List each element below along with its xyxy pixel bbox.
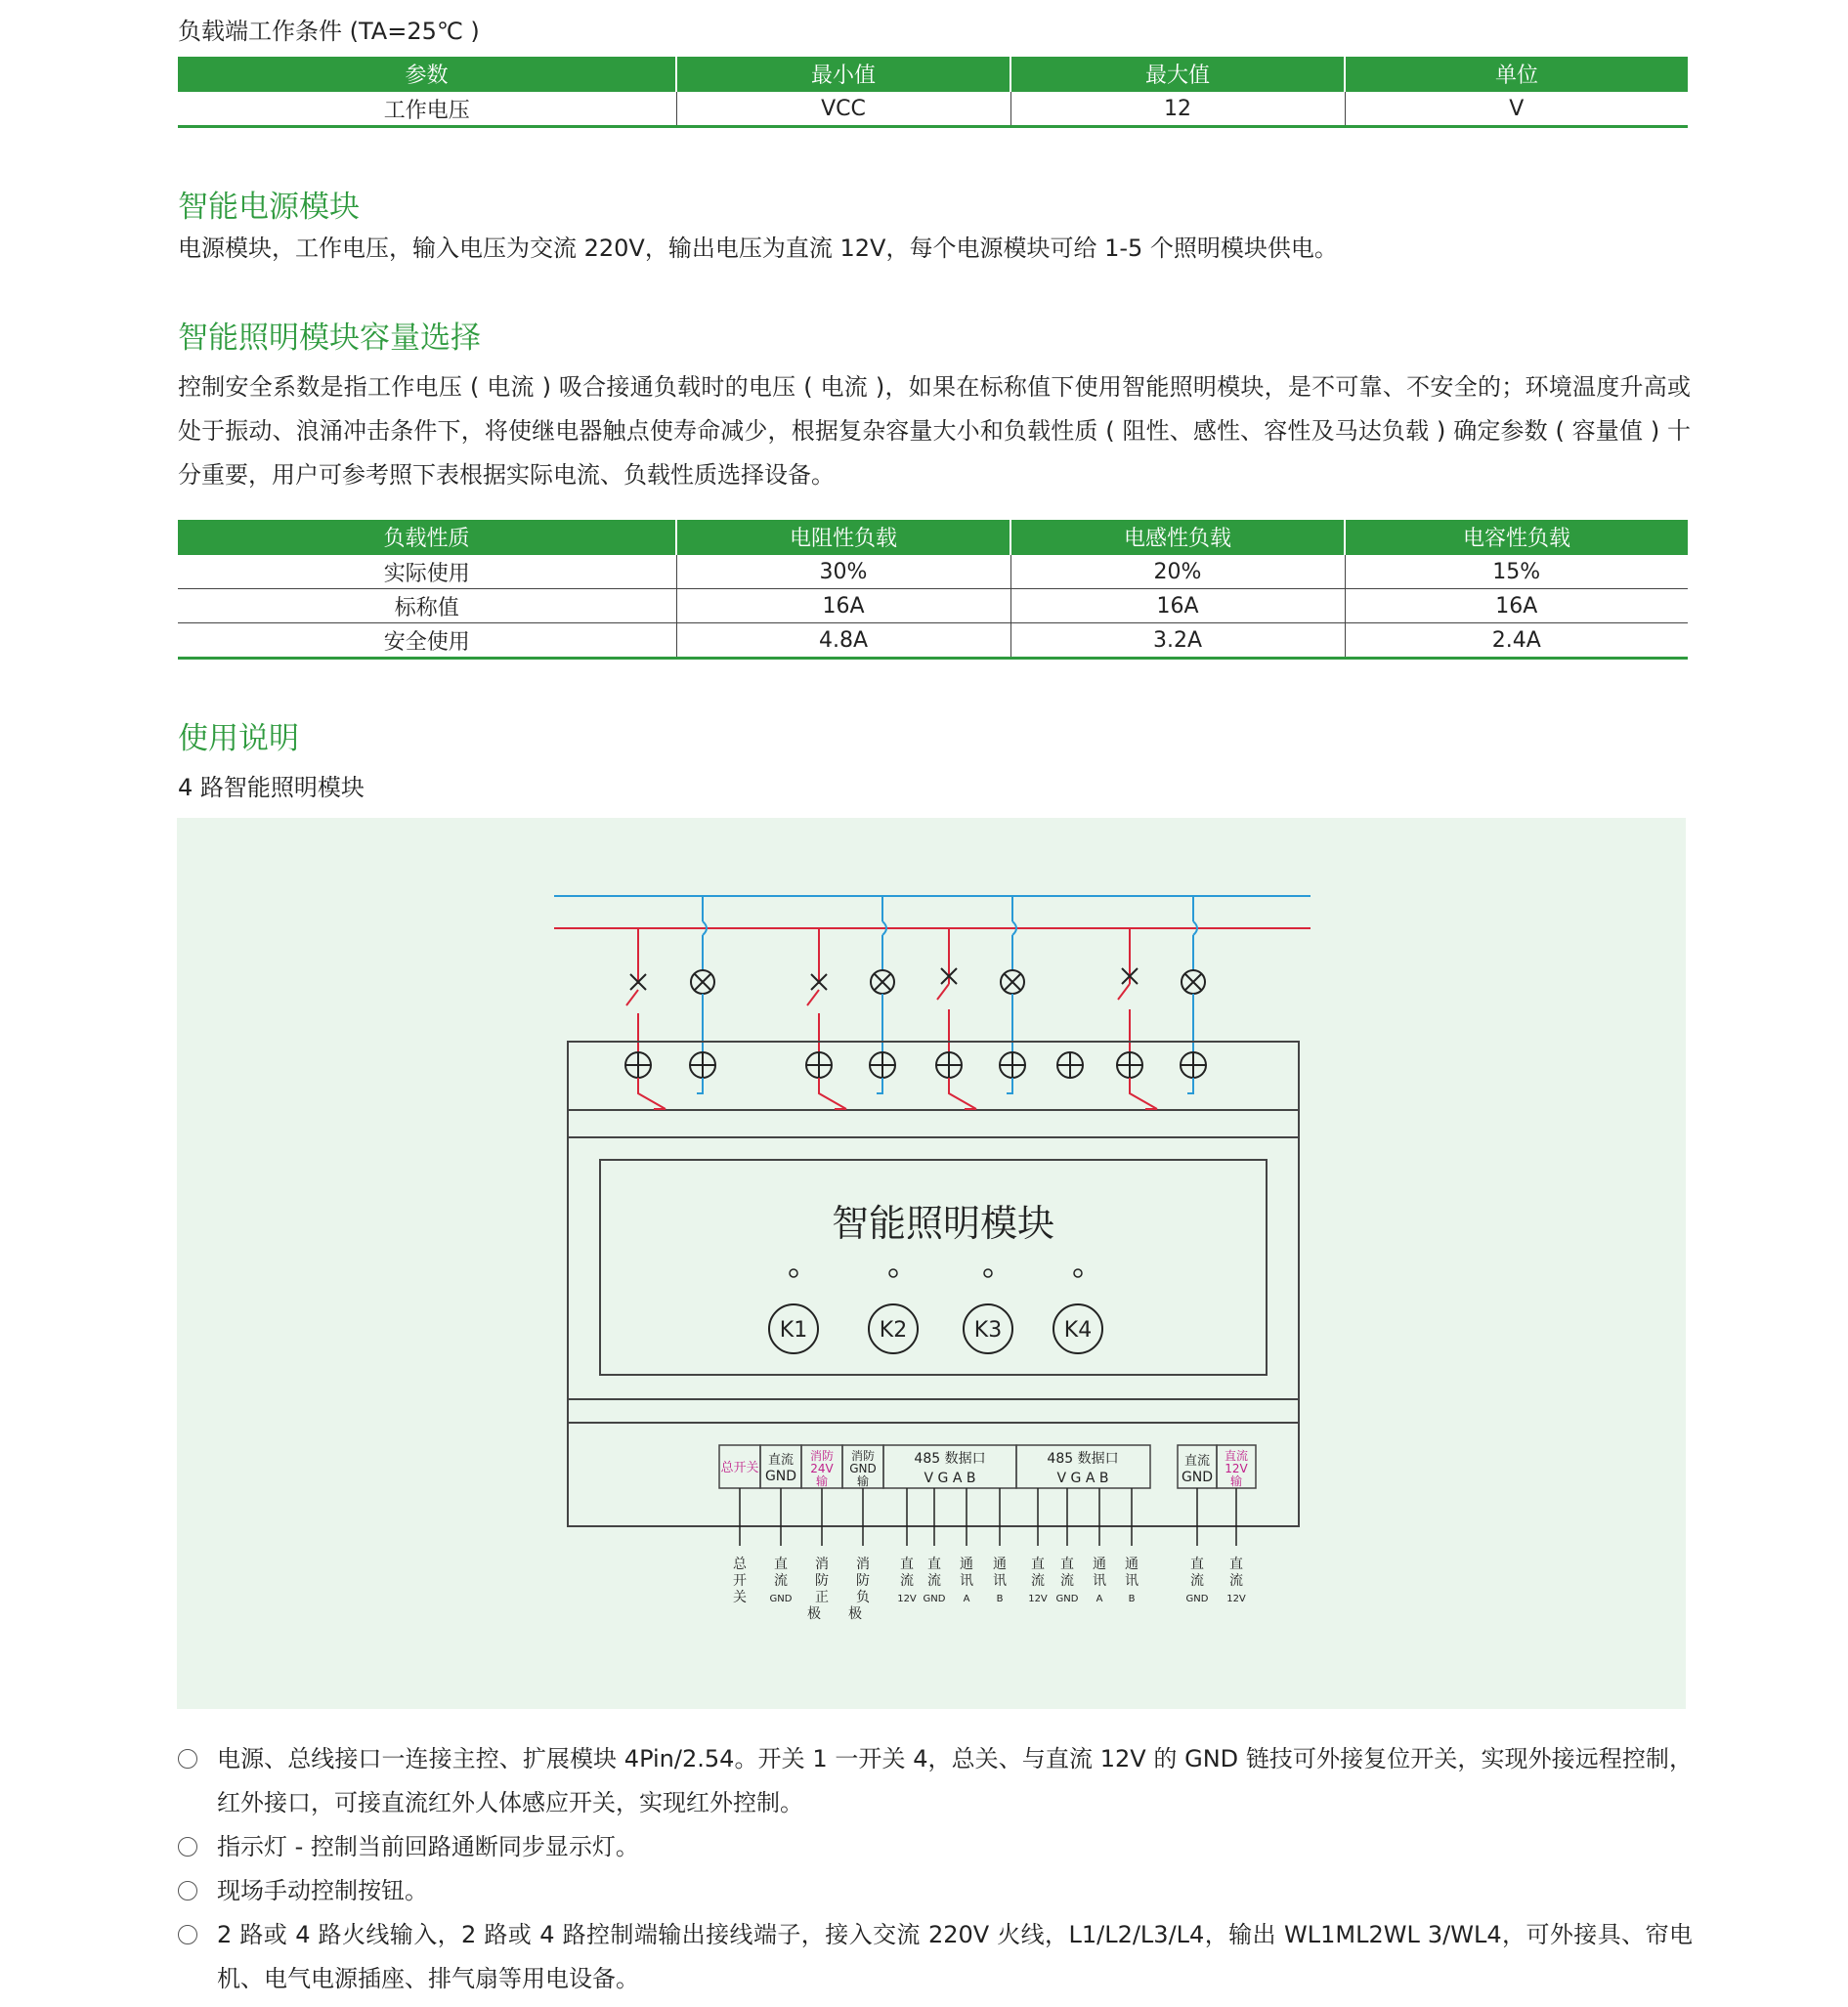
wire-label-13 (1186, 1557, 1209, 1604)
table-cell: 16A (1345, 589, 1688, 623)
key-k3-label: K3 (973, 1318, 1003, 1343)
svg-text:流: 流 (1229, 1573, 1243, 1589)
section-subtitle-usage: 4 路智能照明模块 (178, 774, 365, 801)
svg-text:直: 直 (1060, 1557, 1074, 1572)
wire-label-10 (1056, 1557, 1079, 1604)
wire-label-11 (1093, 1557, 1106, 1604)
terminal-label: 485 数据口 (1047, 1451, 1119, 1467)
output-wires (740, 1488, 1236, 1546)
terminal-label: 输 (856, 1474, 870, 1488)
table-header-cell: 电阻性负载 (676, 520, 1010, 554)
table-load-capacity (178, 520, 1688, 660)
svg-text:防: 防 (815, 1573, 829, 1589)
bullet-circle-icon (178, 1749, 197, 1769)
table-cell: 30% (676, 554, 1010, 589)
module-front-panel (600, 1160, 1267, 1375)
wire-label-5 (897, 1557, 917, 1604)
svg-text:A: A (963, 1594, 970, 1604)
terminal-label: 输 (1229, 1474, 1243, 1488)
svg-text:讯: 讯 (993, 1573, 1007, 1589)
terminal-label: 直流 (1183, 1454, 1211, 1469)
list-item-text: 电源、总线接口一连接主控、扩展模块 4Pin/2.54。开关 1 一开关 4，总关、与直流 12V 的 GND 链技可外接复位开关，实现外接远程控制，红外接口，可接直流红外人体感应开关，实现红外控制。 (217, 1745, 1693, 1816)
svg-text:直: 直 (927, 1557, 941, 1572)
bullet-circle-icon (178, 1925, 197, 1944)
svg-text:直: 直 (900, 1557, 914, 1572)
list-item (178, 1869, 1693, 1913)
key-k2[interactable] (869, 1304, 918, 1353)
svg-text:通: 通 (1125, 1557, 1139, 1572)
table-header-cell: 电感性负载 (1010, 520, 1345, 554)
svg-text:GND: GND (1185, 1594, 1209, 1604)
svg-text:消: 消 (856, 1557, 870, 1572)
table-cell: 标称值 (178, 589, 676, 623)
svg-text:12V: 12V (1226, 1594, 1246, 1604)
table-row (178, 91, 1688, 127)
svg-text:流: 流 (1190, 1573, 1204, 1589)
terminal-label: GND (764, 1469, 797, 1484)
svg-text:消: 消 (815, 1557, 829, 1572)
svg-text:流: 流 (927, 1573, 941, 1589)
svg-text:极: 极 (807, 1606, 821, 1622)
section-title-power: 智能电源模块 (178, 190, 360, 225)
svg-text:开: 开 (733, 1573, 747, 1589)
list-item-text: 2 路或 4 路火线输入，2 路或 4 路控制端输出接线端子，接入交流 220V 火线，L1/L2/L3/L4，输出 WL1ML2WL 3/WL4，可外接具、帘电机、电气电源插座、排气扇等用电设备。 (217, 1921, 1693, 1992)
key-k1[interactable] (769, 1304, 818, 1353)
svg-text:GND: GND (1055, 1594, 1079, 1604)
wiring-diagram (177, 818, 1686, 1709)
table-row (178, 589, 1688, 623)
table-cell: 16A (676, 589, 1010, 623)
wire-label-12 (1125, 1557, 1139, 1604)
svg-text:直: 直 (774, 1557, 788, 1572)
table-cell: 20% (1010, 554, 1345, 589)
bullet-circle-icon (178, 1881, 197, 1900)
key-k4-label: K4 (1063, 1318, 1093, 1343)
table-header-cell: 最小值 (676, 57, 1010, 91)
svg-text:流: 流 (1060, 1573, 1074, 1589)
wire-label-3 (807, 1556, 829, 1622)
section-title-capacity: 智能照明模块容量选择 (178, 320, 481, 356)
table-cell: 16A (1010, 589, 1345, 623)
svg-text:B: B (996, 1594, 1004, 1604)
wire-label-9 (1028, 1557, 1048, 1604)
svg-text:直: 直 (1031, 1557, 1045, 1572)
svg-text:正: 正 (815, 1590, 829, 1605)
svg-text:GND: GND (923, 1594, 946, 1604)
circuit-1 (626, 896, 714, 1065)
svg-text:讯: 讯 (1125, 1573, 1139, 1589)
table-cell: V (1345, 91, 1688, 127)
svg-text:负: 负 (856, 1590, 870, 1605)
wire-labels (733, 1556, 1246, 1622)
usage-bullet-list (178, 1737, 1693, 2001)
terminal-label: 24V (810, 1462, 834, 1475)
wire-label-2 (770, 1557, 793, 1604)
list-item-text: 指示灯 - 控制当前回路通断同步显示灯。 (217, 1833, 639, 1860)
key-k4[interactable] (1053, 1304, 1102, 1353)
bullet-circle-icon (178, 1837, 197, 1857)
svg-text:流: 流 (1031, 1573, 1045, 1589)
list-item-text: 现场手动控制按钮。 (217, 1877, 428, 1904)
list-item (178, 1737, 1693, 1825)
svg-text:通: 通 (960, 1557, 973, 1572)
svg-text:讯: 讯 (960, 1573, 973, 1589)
svg-text:关: 关 (733, 1590, 747, 1605)
svg-text:GND: GND (769, 1594, 793, 1604)
terminal-label: GND (1181, 1470, 1214, 1485)
table-cell: 工作电压 (178, 91, 676, 127)
list-item (178, 1913, 1693, 2001)
terminal-label: 总开关 (720, 1461, 759, 1475)
module-title: 智能照明模块 (831, 1202, 1055, 1245)
table-cell: 3.2A (1010, 623, 1345, 659)
indicator-leds (790, 1269, 1082, 1277)
wire-label-8 (993, 1557, 1007, 1604)
table-cell: 实际使用 (178, 554, 676, 589)
svg-text:防: 防 (856, 1573, 870, 1589)
table-cell: 4.8A (676, 623, 1010, 659)
svg-text:12V: 12V (897, 1594, 917, 1604)
key-k2-label: K2 (879, 1318, 908, 1343)
table-row (178, 554, 1688, 589)
svg-text:通: 通 (1093, 1557, 1106, 1572)
table-header-cell: 单位 (1345, 57, 1688, 91)
terminal-label: V G A B (924, 1471, 976, 1486)
svg-text:通: 通 (993, 1557, 1007, 1572)
key-k1-label: K1 (779, 1318, 808, 1343)
svg-text:B: B (1128, 1594, 1136, 1604)
table-header-cell: 最大值 (1010, 57, 1345, 91)
key-k3[interactable] (964, 1304, 1012, 1353)
svg-text:总: 总 (733, 1557, 747, 1572)
terminal-label: GND (849, 1462, 877, 1475)
svg-text:讯: 讯 (1093, 1573, 1106, 1589)
svg-text:流: 流 (774, 1573, 788, 1589)
terminal-label: 直流 (767, 1453, 795, 1468)
svg-text:12V: 12V (1028, 1594, 1048, 1604)
terminal-label: 直流 (1224, 1449, 1249, 1463)
internal-wire-stubs (638, 1078, 1193, 1109)
table-cell: 安全使用 (178, 623, 676, 659)
section-title-usage: 使用说明 (178, 721, 299, 756)
section-text-power: 电源模块，工作电压，输入电压为交流 220V，输出电压为直流 12V，每个电源模块可给 1-5 个照明模块供电。 (178, 235, 1338, 262)
wire-label-14 (1226, 1557, 1246, 1604)
terminal-label: 消防 (809, 1449, 835, 1463)
circuit-2 (807, 896, 894, 1065)
svg-text:A: A (1096, 1594, 1103, 1604)
svg-text:直: 直 (1190, 1557, 1204, 1572)
terminal-label: 消防 (850, 1449, 876, 1463)
wire-label-1 (733, 1557, 748, 1605)
section-text-capacity: 控制安全系数是指工作电压 ( 电流 ) 吸合接通负载时的电压 ( 电流 )，如果在标称值下使用智能照明模块，是不可靠、不安全的；环境温度升高或处于振动、浪涌冲击条件下，将使继电器触点使寿命减少，根据复杂容量大小和负载性质 ( 阻性、感性、容性及马达负载 ) 确定参数 ( 容量值 ) 十分重要，用户可参考照下表根据实际电流、负载性质选择设备。 (178, 373, 1691, 489)
table-header-cell: 电容性负载 (1345, 520, 1688, 554)
terminal-label: V G A B (1056, 1471, 1109, 1486)
wire-label-6 (924, 1557, 946, 1604)
svg-text:直: 直 (1229, 1557, 1243, 1572)
circuit-3 (937, 896, 1024, 1065)
table-header-cell: 负载性质 (178, 520, 676, 554)
top-terminals (625, 1052, 1206, 1078)
table-header-cell: 参数 (178, 57, 676, 91)
table-cell: VCC (676, 91, 1010, 127)
list-item (178, 1825, 1693, 1869)
svg-text:流: 流 (900, 1573, 914, 1589)
terminal-label: 输 (815, 1474, 829, 1488)
table-cell: 2.4A (1345, 623, 1688, 659)
table1-caption: 负载端工作条件 (TA=25℃ ) (178, 18, 480, 45)
svg-text:极: 极 (848, 1606, 862, 1622)
wire-label-7 (960, 1557, 973, 1604)
terminal-label: 485 数据口 (914, 1451, 986, 1467)
terminal-label: 12V (1225, 1462, 1248, 1475)
wire-label-4 (848, 1556, 870, 1622)
table-load-conditions (178, 57, 1688, 128)
table-cell: 15% (1345, 554, 1688, 589)
wiring-diagram-panel (177, 818, 1686, 1709)
circuit-4 (1118, 896, 1205, 1065)
table-row (178, 623, 1688, 659)
table-cell: 12 (1010, 91, 1345, 127)
